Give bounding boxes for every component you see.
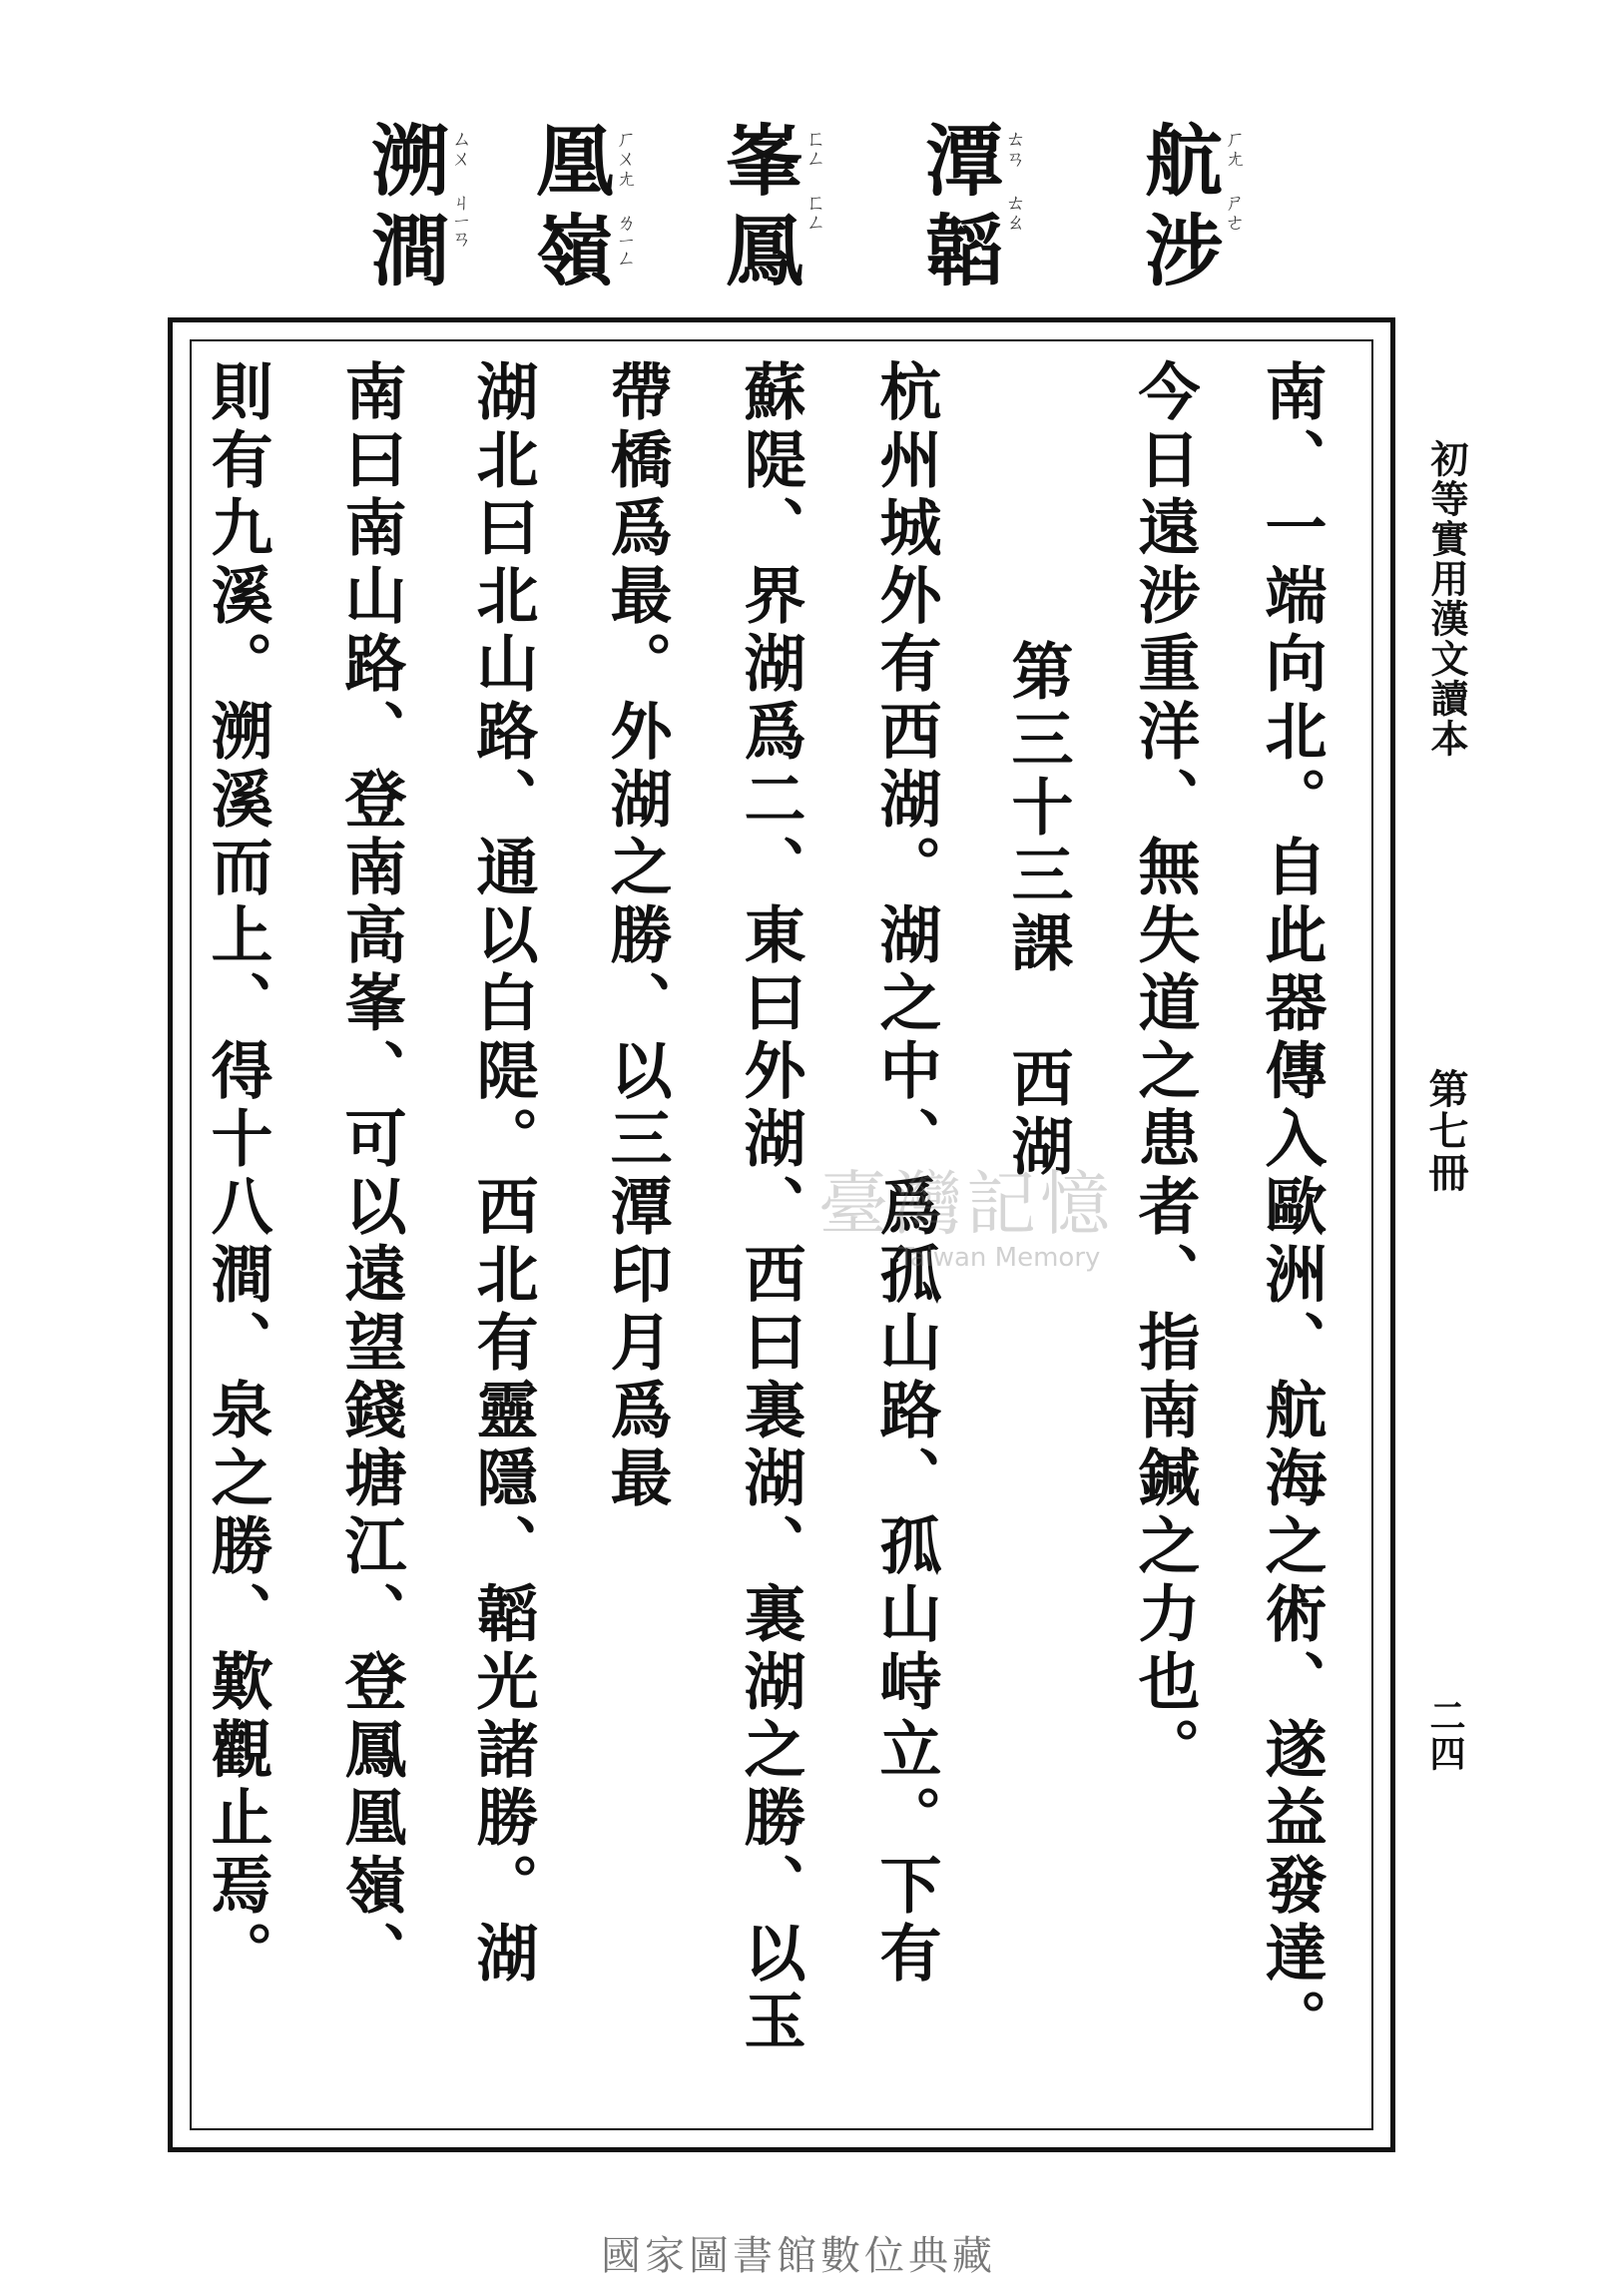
- vocab-ruby-3: ㄈㄥ ㄈㄥ: [802, 128, 826, 232]
- volume-label: 第七冊: [1422, 1068, 1469, 1194]
- running-head: 初等實用漢文讀本: [1424, 439, 1469, 759]
- vocab-word-2: 潭韜: [912, 120, 1003, 299]
- text-column-4: 杭州城外有西湖。湖之中、爲孤山路、孤山峙立。下有: [869, 359, 942, 1989]
- vocab-word-1: 航涉: [1132, 120, 1223, 299]
- vocab-ruby-2: ㄊㄢ ㄊㄠ: [1002, 128, 1026, 232]
- watermark-subtitle: Taiwan Memory: [898, 1243, 1101, 1273]
- watermark-logo: 臺灣記憶: [818, 1163, 1114, 1245]
- footer-credit: 國家圖書館數位典藏: [601, 2233, 996, 2279]
- page-number: 二四: [1424, 1697, 1466, 1773]
- text-column-8: 南曰南山路、登南高峯、可以遠望錢塘江、登鳳凰嶺、: [334, 359, 407, 1989]
- vocab-word-5: 溯澗: [358, 120, 449, 299]
- text-column-5: 蘇隄、界湖爲二、東曰外湖、西曰裏湖、裏湖之勝、以玉: [734, 359, 806, 2056]
- text-column-9: 則有九溪。溯溪而上、得十八澗、泉之勝、歎觀止焉。: [201, 359, 273, 1989]
- vocab-ruby-4: ㄏㄨㄤ ㄌㄧㄥ: [613, 128, 637, 268]
- vocab-word-4: 凰嶺: [523, 120, 614, 299]
- text-column-6: 帶橋爲最。外湖之勝、以三潭印月爲最: [600, 359, 673, 1513]
- vocab-ruby-5: ㄙㄨ ㄐㄧㄢ: [448, 128, 472, 248]
- vocab-word-3: 峯鳳: [713, 120, 803, 299]
- vocab-ruby-1: ㄏㄤ ㄕㄜ: [1222, 128, 1246, 232]
- lesson-heading: 第三十三課 西湖: [1001, 639, 1074, 1182]
- text-column-7: 湖北曰北山路、通以白隄。西北有靈隱、韜光諸勝。湖: [466, 359, 539, 1989]
- text-column-2: 今日遠涉重洋、無失道之患者、指南鍼之力也。: [1128, 359, 1201, 1785]
- text-column-1: 南、一端向北。自此器傳入歐洲、航海之術、遂益發達。: [1255, 359, 1328, 2056]
